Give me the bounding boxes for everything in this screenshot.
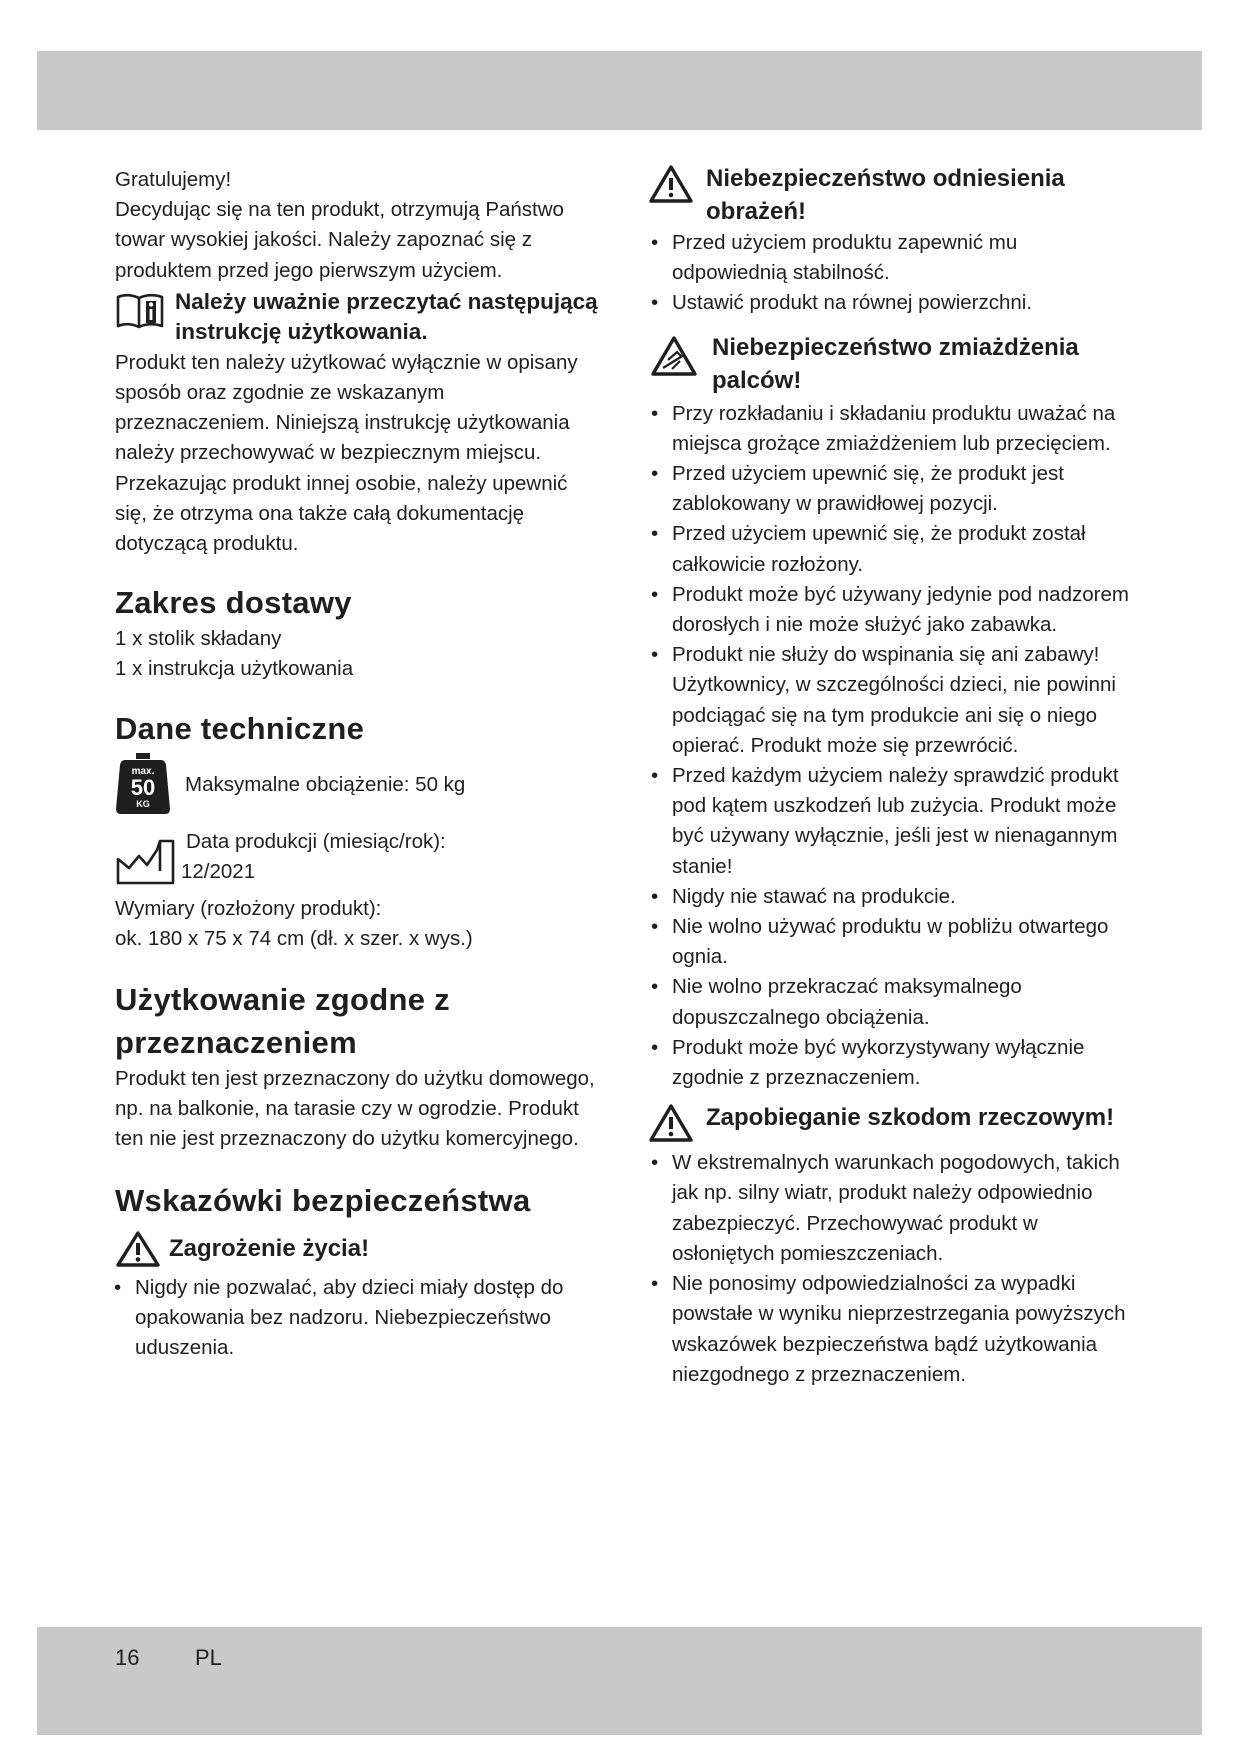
weight-icon xyxy=(115,750,175,821)
intro-text: Decydując się na ten produkt, otrzymują Państwo towar wysokiej jakości. Należy zapoznać się z produktem przed jego pierwszym użyciem. xyxy=(115,198,564,282)
production-date-row xyxy=(115,827,600,892)
max-load-row xyxy=(115,750,600,821)
crushing-hazard-icon xyxy=(650,335,698,382)
warning-triangle-icon xyxy=(115,1230,161,1273)
list-item: • Nie wolno przekraczać maksymalnego dopuszczalnego obciążenia. xyxy=(650,972,1135,1032)
delivery-item: 1 x instrukcja użytkowania xyxy=(115,657,354,681)
intended-use-heading: Użytkowanie zgodne z przeznaczeniem xyxy=(115,982,450,1061)
read-notice-title: Należy uważnie przeczytać następującą instrukcję użytkowania. xyxy=(175,288,598,345)
max-load-text: Maksymalne obciążenie: 50 kg xyxy=(185,773,466,797)
list-item: • Ustawić produkt na równej powierzchni. xyxy=(650,288,1135,318)
header-band xyxy=(37,51,1202,130)
list-item: • Produkt może być wykorzystywany wyłącznie zgodnie z przeznaczeniem. xyxy=(650,1033,1135,1093)
warning-triangle-icon xyxy=(648,1103,694,1148)
production-date-label: Data produkcji (miesiąc/rok): xyxy=(186,829,446,853)
manufacture-date-icon xyxy=(115,835,181,892)
page-number: 16 xyxy=(115,1645,140,1670)
injury-warning xyxy=(650,162,1135,228)
life-danger-list xyxy=(113,1273,600,1364)
list-item: • Przed użyciem produktu zapewnić mu odpowiednią stabilność. xyxy=(650,228,1135,288)
safety-heading: Wskazówki bezpieczeństwa xyxy=(115,1182,531,1218)
production-date-value: 12/2021 xyxy=(181,859,256,883)
delivery-item: 1 x stolik składany xyxy=(115,627,282,651)
list-item: • Nigdy nie stawać na produkcie. xyxy=(650,882,1135,912)
list-item: • W ekstremalnych warunkach pogodowych, takich jak np. silny wiatr, produkt należy odpowiednio zabezpieczyć. Przechowywać produkt w osłoniętych pomieszczeniach. xyxy=(650,1148,1135,1269)
warning-triangle-icon xyxy=(648,164,694,209)
list-item: • Produkt może być używany jedynie pod nadzorem dorosłych i nie może służyć jako zabawka. xyxy=(650,580,1135,640)
crushing-list xyxy=(650,399,1135,1094)
weight-icon-unit: KG xyxy=(136,798,150,809)
weight-icon-value: 50 xyxy=(130,774,156,800)
list-item: • Nie wolno używać produktu w pobliżu otwartego ognia. xyxy=(650,912,1135,972)
read-notice xyxy=(115,287,600,348)
list-item: • Nigdy nie pozwalać, aby dzieci miały dostęp do opakowania bez nadzoru. Niebezpieczeństwo uduszenia. xyxy=(113,1273,600,1364)
injury-title: Niebezpieczeństwo odniesienia obrażeń! xyxy=(706,165,1065,225)
footer-band xyxy=(37,1627,1202,1735)
life-danger-title: Zagrożenie życia! xyxy=(169,1234,370,1262)
list-item: • Nie ponosimy odpowiedzialności za wypadki powstałe w wyniku nieprzestrzegania powyższych wskazówek bezpieczeństwa bądź użytkowania niezgodnego z przeznaczeniem. xyxy=(650,1269,1135,1390)
language-code: PL xyxy=(195,1645,222,1670)
property-title: Zapobieganie szkodom rzeczowym! xyxy=(706,1104,1115,1132)
technical-heading: Dane techniczne xyxy=(115,710,365,746)
life-danger-warning xyxy=(115,1228,600,1273)
dimensions-label: Wymiary (rozłożony produkt): xyxy=(115,896,382,920)
injury-list xyxy=(650,228,1135,319)
left-column xyxy=(115,165,600,1363)
list-item: • Przed każdym użyciem należy sprawdzić produkt pod kątem uszkodzeń lub zużycia. Produkt może być używany wyłącznie, jeśli jest w nienagannym stanie! xyxy=(650,761,1135,882)
manual-info-icon xyxy=(115,289,165,336)
property-warning xyxy=(650,1101,1135,1148)
list-item: • Przed użyciem upewnić się, że produkt jest zablokowany w prawidłowej pozycji. xyxy=(650,459,1135,519)
read-notice-text: Produkt ten należy użytkować wyłącznie w opisany sposób oraz zgodnie ze wskazanym przeznaczeniem. Niniejszą instrukcję użytkowania należy przechowywać w bezpiecznym miejscu. Przekazując produkt innej osobie, należy upewnić się, że otrzyma ona także całą dokumentację dotyczącą produktu. xyxy=(115,350,578,556)
crushing-title: Niebezpieczeństwo zmiażdżenia palców! xyxy=(712,333,1079,394)
weight-icon-top: max. xyxy=(131,765,155,777)
property-list xyxy=(650,1148,1135,1390)
list-item: • Produkt nie służy do wspinania się ani zabawy! Użytkownicy, w szczególności dzieci, nie powinni podciągać się na tym produkcie ani się o niego opierać. Produkt może się przewrócić. xyxy=(650,640,1135,761)
right-column xyxy=(650,162,1135,1390)
list-item: • Przy rozkładaniu i składaniu produktu uważać na miejsca grożące zmiażdżeniem lub przecięciem. xyxy=(650,399,1135,459)
crushing-warning xyxy=(650,331,1135,397)
delivery-heading: Zakres dostawy xyxy=(115,585,352,621)
dimensions-value: ok. 180 x 75 x 74 cm (dł. x szer. x wys.) xyxy=(115,926,473,950)
intended-use-text: Produkt ten jest przeznaczony do użytku domowego, np. na balkonie, na tarasie czy w ogrodzie. Produkt ten nie jest przeznaczony do użytku komercyjnego. xyxy=(115,1067,595,1151)
list-item: • Przed użyciem upewnić się, że produkt został całkowicie rozłożony. xyxy=(650,519,1135,579)
greeting: Gratulujemy! xyxy=(115,168,232,191)
